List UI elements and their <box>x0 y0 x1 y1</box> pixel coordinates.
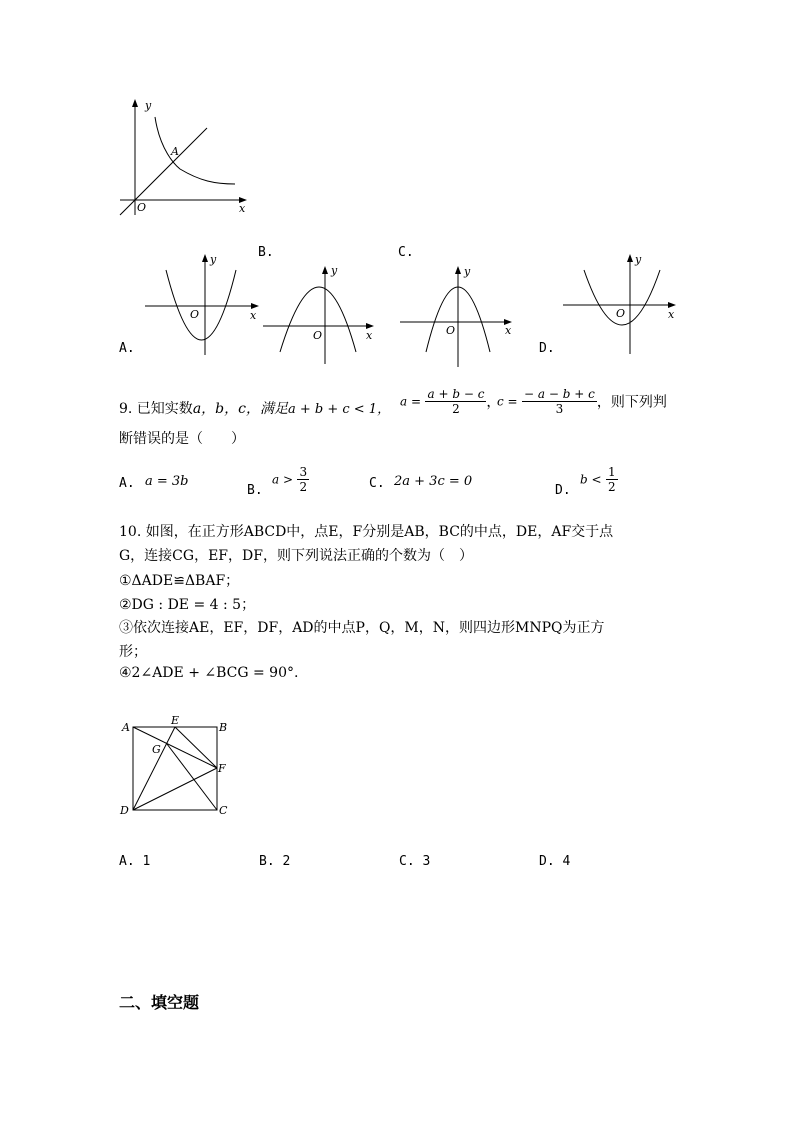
q9-eq-a <box>400 387 500 416</box>
point-a-label: A <box>171 145 179 158</box>
q9-eq-c <box>497 387 667 416</box>
q9-option-b-lhs: a > <box>272 472 294 487</box>
q9-option-d-denominator: 2 <box>608 480 616 494</box>
vertex-d-label: D <box>120 804 129 817</box>
origin-label: O <box>446 324 456 337</box>
origin-label: O <box>190 308 200 321</box>
q9-eq-a-denominator: 2 <box>452 402 460 416</box>
q9-stem-line1 <box>119 398 390 418</box>
x-axis-label: x <box>250 309 257 322</box>
q9-eq-c-numerator: − a − b + c <box>524 387 595 401</box>
y-axis-label: y <box>464 265 471 278</box>
q10-option-d: D. 4 <box>539 854 571 869</box>
parabola-option-a <box>140 250 265 360</box>
top-graph <box>115 95 255 220</box>
option-b-letter: B. <box>258 245 274 260</box>
q10-option-a: A. 1 <box>119 854 151 869</box>
q9-option-d-lhs: b < <box>580 472 602 487</box>
q9-option-b <box>272 465 309 494</box>
q9-eq-c-denominator: 3 <box>555 402 564 416</box>
q9-option-b-denominator: 2 <box>299 480 308 494</box>
y-axis-label: y <box>145 99 152 112</box>
y-axis-label: y <box>331 264 338 277</box>
vertex-c-label: C <box>219 804 228 817</box>
q9-option-d <box>580 465 618 494</box>
q9-eq-a-numerator: a + b − c <box>427 387 485 401</box>
x-axis-label: x <box>239 202 246 215</box>
q9-option-d-numerator: 1 <box>608 465 616 479</box>
q9-option-a: a = 3b <box>145 474 189 489</box>
q9-option-a-letter: A. <box>119 476 135 491</box>
q10-stem-line1: 10. 如图，在正方形ABCD中，点E，F分别是AB，BC的中点，DE，AF交于点 <box>119 524 614 540</box>
y-axis-label: y <box>210 253 217 266</box>
vertex-b-label: B <box>219 721 228 734</box>
q9-suffix: ，则下列判 <box>596 394 667 411</box>
q9-vars: a，b，c，满足 <box>192 401 288 417</box>
q10-square-figure <box>115 710 235 820</box>
q9-condition: a + b + c < 1， <box>287 402 391 417</box>
q10-statement-3-continued: 形； <box>119 644 147 660</box>
origin-label: O <box>137 201 147 214</box>
point-g-label: G <box>152 743 161 756</box>
x-axis-label: x <box>366 329 373 342</box>
q9-option-d-letter: D. <box>555 483 571 498</box>
q9-separator: ， <box>486 394 501 411</box>
y-axis-label: y <box>635 253 642 266</box>
q10-statement-3: ③依次连接AE，EF，DF，AD的中点P，Q，M，N，则四边形MNPQ为正方 <box>119 620 605 636</box>
section-heading-fill-in-blank: 二、填空题 <box>119 993 200 1012</box>
q10-stem-line2: G，连接CG，EF，DF，则下列说法正确的个数为（ ） <box>119 548 473 564</box>
q10-statement-1: ①ΔADE≌ΔBAF； <box>119 573 240 589</box>
q10-statement-4: ④2∠ADE + ∠BCG = 90°. <box>119 665 299 681</box>
parabola-option-d <box>560 250 685 358</box>
q10-option-b: B. 2 <box>259 854 291 869</box>
origin-label: O <box>616 307 626 320</box>
q10-option-c: C. 3 <box>399 854 431 869</box>
parabola-option-c <box>396 262 521 370</box>
q9-eq-a-lhs: a = <box>400 394 422 409</box>
vertex-a-label: A <box>122 721 130 734</box>
q9-option-c-letter: C. <box>369 476 385 491</box>
parabola-option-b <box>258 262 383 367</box>
x-axis-label: x <box>668 308 675 321</box>
point-e-label: E <box>171 714 180 727</box>
q9-option-b-numerator: 3 <box>299 465 308 479</box>
option-c-letter: C. <box>398 245 414 260</box>
option-a-letter: A. <box>119 341 135 356</box>
q9-stem-line2: 断错误的是（ ） <box>119 431 245 447</box>
q9-option-c: 2a + 3c = 0 <box>394 474 473 489</box>
option-d-letter: D. <box>539 341 555 356</box>
q9-option-b-letter: B. <box>247 483 263 498</box>
point-f-label: F <box>218 762 226 775</box>
q9-prefix: 9. 已知实数 <box>119 401 193 417</box>
origin-label: O <box>313 329 323 342</box>
q10-statement-2: ②DG : DE = 4 : 5； <box>119 597 256 613</box>
x-axis-label: x <box>505 324 512 337</box>
q9-eq-c-lhs: c = <box>497 394 518 409</box>
